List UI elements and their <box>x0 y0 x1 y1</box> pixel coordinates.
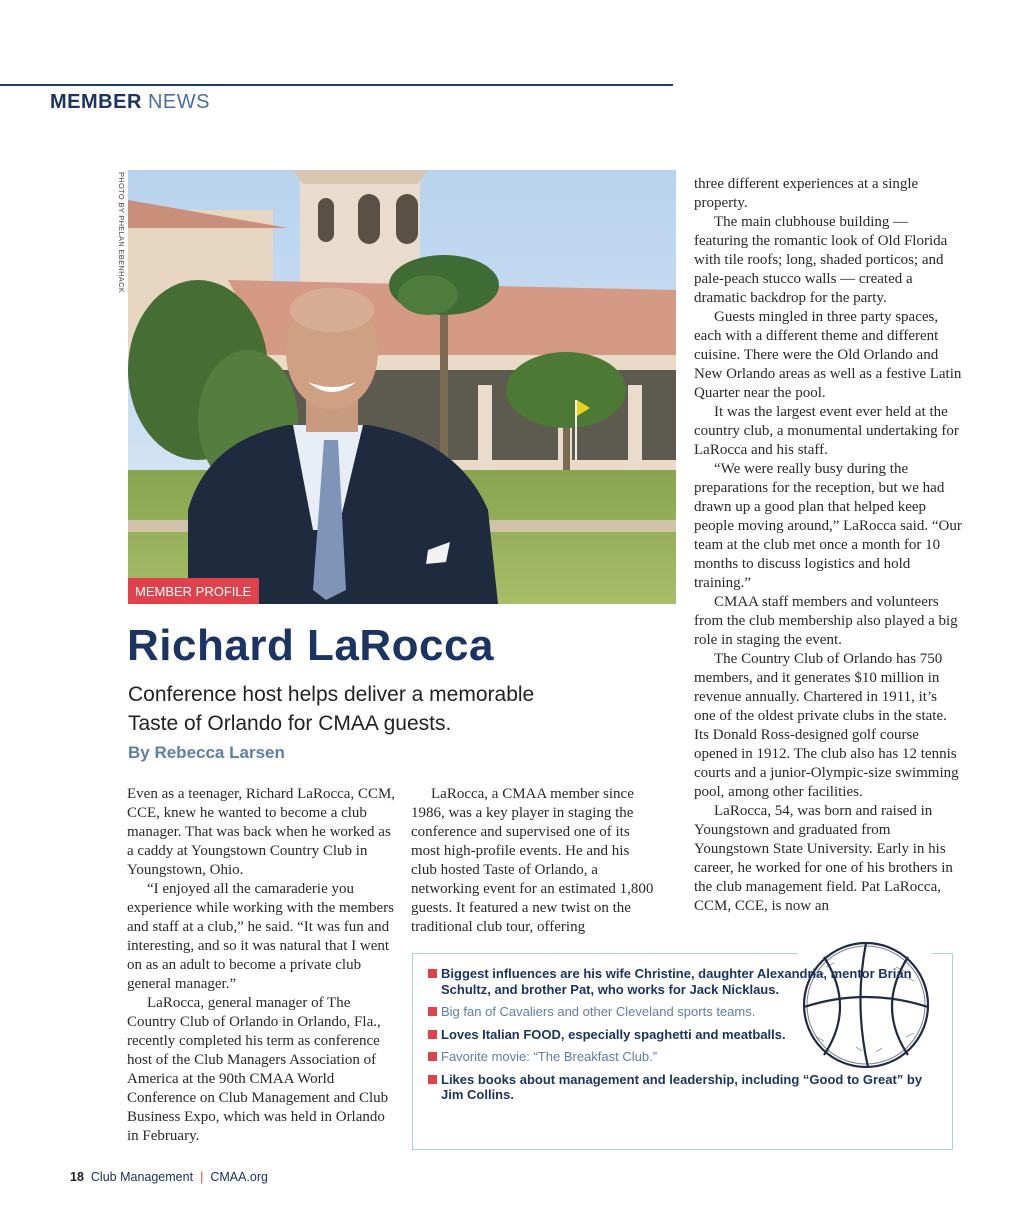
section-header-bold: MEMBER <box>50 91 142 113</box>
body-column-2 <box>411 785 656 937</box>
site-name: CMAA.org <box>210 1170 268 1184</box>
paragraph: LaRocca, general manager of The Country Club of Orlando in Orlando, Fla., recently completed his term as conference host of the Club Managers Association of America at the 90th CMAA World Conference on Club Management and Club Business Expo, which was held in Orlando in February. <box>127 995 389 1144</box>
page-number: 18 <box>70 1170 84 1184</box>
fact-item <box>428 966 948 997</box>
body-column-1 <box>127 785 397 1146</box>
header-rule <box>0 84 673 86</box>
fact-text: Loves Italian FOOD, especially spaghetti and meatballs. <box>441 1026 786 1042</box>
bullet-square-icon <box>428 1007 437 1016</box>
article-title: Richard LaRocca <box>127 621 494 670</box>
page-footer <box>70 1170 268 1184</box>
article-deck: Conference host helps deliver a memorable Taste of Orlando for CMAA guests. <box>128 683 535 735</box>
fact-text: Favorite movie: “The Breakfast Club.” <box>441 1049 658 1064</box>
bullet-square-icon <box>428 1075 437 1084</box>
paragraph: It was the largest event ever held at the country club, a monumental undertaking for LaRocca and his staff. <box>694 404 959 458</box>
photo-credit: PHOTO BY PHELAN EBENHACK <box>117 172 126 294</box>
paragraph: CMAA staff members and volunteers from the club membership also played a big role in staging the event. <box>694 594 958 648</box>
byline: By Rebecca Larsen <box>128 743 285 762</box>
paragraph: LaRocca, 54, was born and raised in Youngstown and graduated from Youngstown State University. Early in his career, he worked for one of his brothers in the club management field. Pat LaRocca, CCM, CCE, is now an <box>694 803 953 914</box>
fact-item <box>428 1027 948 1043</box>
paragraph: The main clubhouse building — featuring the romantic look of Old Florida with tile roofs; long, shaded porticos; and pale-peach stucco walls — created a dramatic backdrop for the party. <box>694 214 948 306</box>
facts-list <box>428 966 948 1110</box>
section-header <box>50 91 210 114</box>
fact-item <box>428 1004 948 1020</box>
profile-photo-illustration <box>128 170 676 604</box>
profile-photo <box>128 170 676 604</box>
bullet-square-icon <box>428 1052 437 1061</box>
publication-name: Club Management <box>90 1170 194 1184</box>
fact-text: Biggest influences are his wife Christine, daughter Alexandria, mentor Brian Schultz, and brother Pat, who works for Jack Nicklaus. <box>441 966 912 997</box>
profile-tag: MEMBER PROFILE <box>128 578 259 604</box>
fact-text: Big fan of Cavaliers and other Cleveland sports teams. <box>441 1004 756 1019</box>
body-column-3 <box>694 175 962 916</box>
section-header-light: NEWS <box>147 91 210 113</box>
fact-text: Likes books about management and leadership, including “Good to Great” by Jim Collins. <box>441 1071 923 1102</box>
fact-item <box>428 1049 948 1065</box>
fact-item <box>428 1072 948 1103</box>
paragraph: Even as a teenager, Richard LaRocca, CCM, CCE, knew he wanted to become a club manager. That was back when he worked as a caddy at Youngstown Country Club in Youngstown, Ohio. <box>127 786 396 878</box>
paragraph: LaRocca, a CMAA member since 1986, was a key player in staging the conference and supervised one of its most high-profile events. He and his club hosted Taste of Orlando, a networking event for an estimated 1,800 guests. It featured a new twist on the traditional club tour, offering <box>411 786 654 935</box>
paragraph: three different experiences at a single property. <box>694 176 919 211</box>
bullet-square-icon <box>428 1030 437 1039</box>
paragraph: Guests mingled in three party spaces, each with a different theme and different cuisine. There were the Old Orlando and New Orlando areas as well as a festive Latin Quarter near the pool. <box>694 309 962 401</box>
paragraph: “We were really busy during the preparations for the reception, but we had drawn up a good plan that helped keep people moving around,” LaRocca said. “Our team at the club met once a month for 10 months to discuss logistics and hold training.” <box>694 461 962 591</box>
paragraph: The Country Club of Orlando has 750 members, and it generates $10 million in revenue annually. Chartered in 1911, it’s one of the oldest private clubs in the state. Its Donald Ross-designed golf course opened in 1912. The club also has 12 tennis courts and a junior-Olympic-size swimming pool, among other facilities. <box>694 651 959 800</box>
sidebar-border <box>412 953 798 954</box>
paragraph: “I enjoyed all the camaraderie you experience while working with the members and staff at a club,” he said. “It was fun and interesting, and so it was natural that I went on as an adult to become a private club general manager.” <box>127 881 394 992</box>
bullet-square-icon <box>428 969 437 978</box>
footer-separator: | <box>200 1170 204 1184</box>
